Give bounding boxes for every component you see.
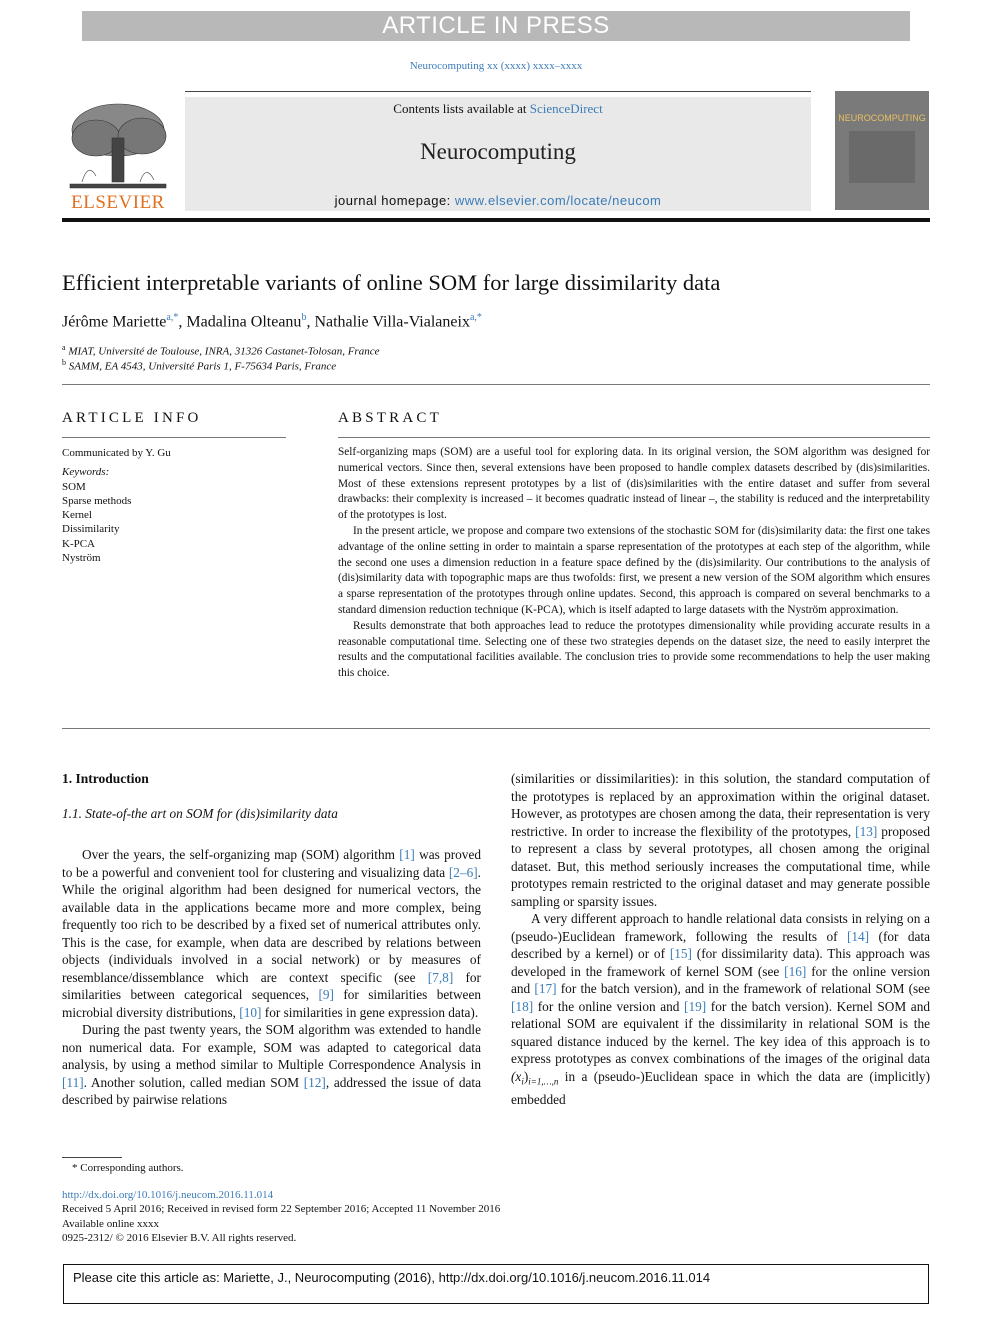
body-column-left xyxy=(62,770,481,1109)
publication-info xyxy=(62,1188,500,1245)
citation-link[interactable]: [11] xyxy=(62,1074,84,1090)
abstract-heading: ABSTRACT xyxy=(338,410,442,426)
footnote: * Corresponding authors. xyxy=(72,1162,184,1174)
citation-link[interactable]: [1] xyxy=(399,847,415,862)
body-paragraph: During the past twenty years, the SOM algorithm was extended to handle non numerical data. For example, SOM was adapted to categorical data analysis, by using a method similar to Multiple Correspondence Analysis in [11]. Another solution, called median SOM [12], addressed the issue of data described by pairwise relations xyxy=(62,1022,481,1107)
citation-link[interactable]: [18] xyxy=(511,998,534,1014)
body-column-right xyxy=(511,770,930,1108)
abstract-body xyxy=(338,445,930,682)
author-affiliation-mark[interactable]: a,* xyxy=(166,312,179,323)
citation-link[interactable]: [19] xyxy=(684,998,707,1014)
cover-title: NEUROCOMPUTING xyxy=(838,113,926,123)
header-top-rule xyxy=(185,91,811,92)
citation-link[interactable]: [7,8] xyxy=(427,969,454,985)
keyword: SOM xyxy=(62,480,86,493)
abstract-paragraph: Results demonstrate that both approaches lead to reduce the prototypes dimensionality while providing accurate results in a reasonable computational time. Selecting one of these two strategies depends on the dataset size, the need to easily interpret the results and the computational facilities available. The conclusion tries to provide some recommendations to help the user making this choice. xyxy=(338,619,930,680)
divider xyxy=(62,437,286,438)
citation-link[interactable]: [17] xyxy=(534,981,557,996)
citation-link[interactable]: [15] xyxy=(669,946,692,961)
article-info-heading: ARTICLE INFO xyxy=(62,410,202,426)
keyword: Kernel xyxy=(62,509,92,522)
received-dates: Received 5 April 2016; Received in revised form 22 September 2016; Accepted 11 November 2016 xyxy=(62,1203,501,1216)
journal-title: Neurocomputing xyxy=(420,139,576,164)
sciencedirect-link[interactable]: ScienceDirect xyxy=(529,101,603,116)
author-affiliation-mark[interactable]: b xyxy=(301,312,307,323)
keyword: K-PCA xyxy=(62,537,96,550)
keyword: Dissimilarity xyxy=(62,523,120,536)
journal-cover-image xyxy=(835,91,929,210)
article-title: Efficient interpretable variants of online SOM for large dissimilarity data xyxy=(62,270,721,295)
header-bottom-rule xyxy=(62,218,930,222)
communicated-by: Communicated by Y. Gu xyxy=(62,447,171,459)
journal-citation-link[interactable]: Neurocomputing xx (xxxx) xxxx–xxxx xyxy=(409,60,583,72)
author-name: Nathalie Villa-Vialaneix xyxy=(314,313,470,331)
cover-panel xyxy=(849,131,915,183)
footnote-rule xyxy=(62,1157,122,1158)
body-paragraph: Over the years, the self-organizing map (SOM) algorithm [1] was proved to be a powerful and convenient tool for clustering and visualizing data [2–6]. While the original algorithm had been designed for numerical vectors, the available data in the applications became more and more complex, being frequently too rich to be described by a fixed set of numerical attributes only. This is the case, for example, when data are described by relations between objects (individuals involved in a social network) or by measures of resemblance/dissemblance which are context specific (see [7,8] for similarities between categorical sequences, [9] for similarities between microbial diversity distributions, [10] for similarities in gene expression data). xyxy=(62,847,481,1020)
publisher-name: ELSEVIER xyxy=(71,192,165,210)
divider xyxy=(62,384,930,385)
author-name: Jérôme Mariette xyxy=(62,313,167,331)
citation-link[interactable]: [16] xyxy=(784,963,807,979)
available-online: Available online xxxx xyxy=(62,1217,159,1230)
citation-link[interactable]: [12] xyxy=(303,1074,326,1090)
subsection-heading: 1.1. State-of-the art on SOM for (dis)similarity data xyxy=(62,805,338,821)
citation-link[interactable]: [14] xyxy=(846,928,870,944)
math-sub: i xyxy=(521,1076,524,1087)
doi-link[interactable]: http://dx.doi.org/10.1016/j.neucom.2016.11.014 xyxy=(62,1189,274,1201)
divider xyxy=(338,437,930,438)
affiliation: $^b$ SAMM, EA 4543, Université Paris 1, F-75634 Paris, France xyxy=(62,358,337,373)
keywords-label: Keywords: xyxy=(62,466,110,479)
elsevier-tree-logo xyxy=(62,98,174,210)
section-heading: 1. Introduction xyxy=(62,771,149,786)
cite-text[interactable]: Please cite this article as: Mariette, J., Neurocomputing (2016), http://dx.doi.org/10.1016/j.neucom.2016.11.014 xyxy=(73,1270,711,1285)
contents-line: Contents lists available at ScienceDirect xyxy=(393,101,603,116)
keyword: Nyström xyxy=(62,552,101,565)
body-paragraph: (similarities or dissimilarities): in this solution, the standard computation of the prototypes is replaced by an approximation within the original dataset. However, as prototypes are chosen among the data, their representation is very restrictive. In order to increase the flexibility of the prototypes, [13] proposed to represent a class by several prototypes, all chosen among the original dataset. But, this method seriously increases the computational time, while prototypes remain restricted to the original dataset and may generate possible sampling or sparsity issues. xyxy=(511,771,930,909)
author-list: Jérôme Mariette$^{a,*}$, Madalina Olteanu$^b$, Nathalie Villa-Vialaneix$^{a,*}$ xyxy=(62,312,482,331)
homepage-line: journal homepage: www.elsevier.com/locate/neucom xyxy=(334,193,662,208)
article-in-press-banner: ARTICLE IN PRESS xyxy=(82,11,910,41)
citation-link[interactable]: [13] xyxy=(855,823,878,839)
abstract-paragraph: In the present article, we propose and compare two extensions of the stochastic SOM for (dis)similarity data: the first one takes advantage of the online setting in order to maintain a sparse representation of the prototypes at each step of the algorithm, while the second one uses a dimension reduction in a feature space defined by the (dis)similarity. Our contributions to the analysis of (dis)similarity data with topographic maps are thus twofolds: first, we present a new version of the SOM algorithm which ensures a sparse representation of the prototypes through online updates. Second, this approach is compared on several benchmarks to a standard dimension reduction technique (K-PCA), which is itself adapted to large datasets with the Nyström approximation. xyxy=(338,524,930,616)
author-name: Madalina Olteanu xyxy=(186,313,302,331)
journal-header xyxy=(185,97,811,211)
citation-link[interactable]: [2–6] xyxy=(448,864,478,880)
math-x: (x xyxy=(511,1068,522,1084)
citation-link[interactable]: [10] xyxy=(239,1004,262,1020)
citation-link[interactable]: [9] xyxy=(318,987,334,1002)
article-info xyxy=(62,446,286,565)
keyword: Sparse methods xyxy=(62,494,132,507)
body-paragraph: A very different approach to handle relational data consists in relying on a (pseudo-)Euclidean framework, following the results of [14] (for data described by a kernel) or of [15] (for dissimilarity data). This approach was developed in the framework of kernel SOM (see [16] for the online version and [17] for the batch version), and in the framework of relational SOM (see [18] for the online version and [19] for the batch version). Kernel SOM and relational SOM are equivalent if the dissimilarity in relational SOM is the squared distance induced by the kernel. The key idea of this approach is to express prototypes as convex combinations of the images of the original data $(x_i)_{i=1,\dots,n}$ in a (pseudo-)Euclidean space in which the data are (implicitly) embedded xyxy=(511,911,930,1107)
abstract-paragraph: Self-organizing maps (SOM) are a useful tool for exploring data. In its original version, the SOM algorithm was designed for numerical vectors. Since then, several extensions have been proposed to handle complex datasets described by (dis)similarities. Most of these extensions represent prototypes by a list of (dis)similarities with the entire dataset and suffer from several drawbacks: their complexity is increased – it becomes quadratic instead of linear –, the stability is reduced and the interpretability of the prototypes is lost. xyxy=(338,446,930,522)
author-affiliation-mark[interactable]: a,* xyxy=(469,312,482,323)
homepage-link[interactable]: www.elsevier.com/locate/neucom xyxy=(454,193,662,208)
affiliation: $^a$ MIAT, Université de Toulouse, INRA, 31326 Castanet-Tolosan, France xyxy=(62,343,380,358)
copyright: 0925-2312/ © 2016 Elsevier B.V. All rights reserved. xyxy=(62,1231,297,1244)
cite-this-article-box xyxy=(63,1264,929,1304)
divider xyxy=(62,728,930,729)
math-sub: i=1,…,n xyxy=(528,1076,559,1087)
